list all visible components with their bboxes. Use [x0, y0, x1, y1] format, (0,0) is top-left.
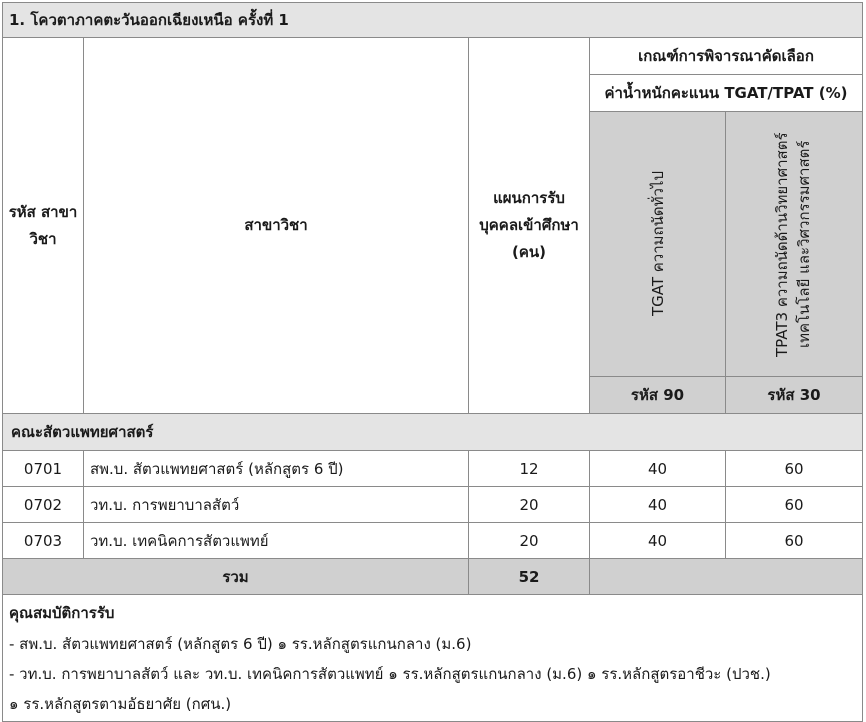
qualification-line: - วท.บ. การพยาบาลสัตว์ และ วท.บ. เทคนิคการสัตวแพทย์ ๑ รร.หลักสูตรแกนกลาง (ม.6) ๑ รร.หลักสูตรอาชีวะ (ปวช.) — [9, 665, 771, 683]
table-row — [3, 487, 863, 523]
header-weight: ค่าน้ำหนักคะแนน TGAT/TPAT (%) — [590, 75, 863, 112]
row-tpat3: 60 — [726, 487, 863, 523]
row-code: 0703 — [3, 523, 84, 559]
total-row — [3, 559, 863, 595]
row-major: วท.บ. การพยาบาลสัตว์ — [84, 487, 469, 523]
row-major: สพ.บ. สัตวแพทยศาสตร์ (หลักสูตร 6 ปี) — [84, 451, 469, 487]
section-title: 1. โควตาภาคตะวันออกเฉียงเหนือ ครั้งที่ 1 — [3, 3, 863, 38]
header-plan-label: แผนการรับ บุคคลเข้าศึกษา (คน) — [479, 189, 579, 261]
qualification-line: - สพ.บ. สัตวแพทยศาสตร์ (หลักสูตร 6 ปี) ๑ รร.หลักสูตรแกนกลาง (ม.6) — [9, 635, 472, 653]
row-tpat3: 60 — [726, 451, 863, 487]
row-plan: 20 — [469, 487, 590, 523]
quota-table — [2, 2, 863, 722]
table-row — [3, 523, 863, 559]
row-plan: 20 — [469, 523, 590, 559]
header-tgat-code: รหัส 90 — [590, 377, 726, 414]
row-tgat: 40 — [590, 487, 726, 523]
total-value: 52 — [469, 559, 590, 595]
header-tpat3 — [726, 112, 863, 377]
row-tgat: 40 — [590, 451, 726, 487]
header-tpat3-code: รหัส 30 — [726, 377, 863, 414]
header-tgat-label: TGAT ความถนัดทั่วไป — [648, 171, 667, 317]
row-code: 0701 — [3, 451, 84, 487]
header-code-label: รหัส สาขาวิชา — [8, 202, 78, 248]
qualification-line: ๑ รร.หลักสูตรตามอัธยาศัย (กศน.) — [9, 695, 232, 713]
row-tgat: 40 — [590, 523, 726, 559]
header-tgat — [590, 112, 726, 377]
total-label: รวม — [3, 559, 469, 595]
row-code: 0702 — [3, 487, 84, 523]
header-code — [3, 38, 84, 414]
header-tpat3-label: TPAT3 ความถนัดด้านวิทยาศาสตร์ เทคโนโลยี และวิศวกรรมศาสตร์ — [773, 131, 813, 357]
row-major: วท.บ. เทคนิคการสัตวแพทย์ — [84, 523, 469, 559]
table-row — [3, 451, 863, 487]
qualifications-box — [3, 595, 863, 722]
header-plan — [469, 38, 590, 414]
header-criteria: เกณฑ์การพิจารณาคัดเลือก — [590, 38, 863, 75]
total-empty — [590, 559, 863, 595]
header-major: สาขาวิชา — [84, 38, 469, 414]
row-plan: 12 — [469, 451, 590, 487]
faculty-name: คณะสัตวแพทยศาสตร์ — [3, 414, 863, 451]
row-tpat3: 60 — [726, 523, 863, 559]
qualifications-title: คุณสมบัติการรับ — [9, 604, 115, 622]
